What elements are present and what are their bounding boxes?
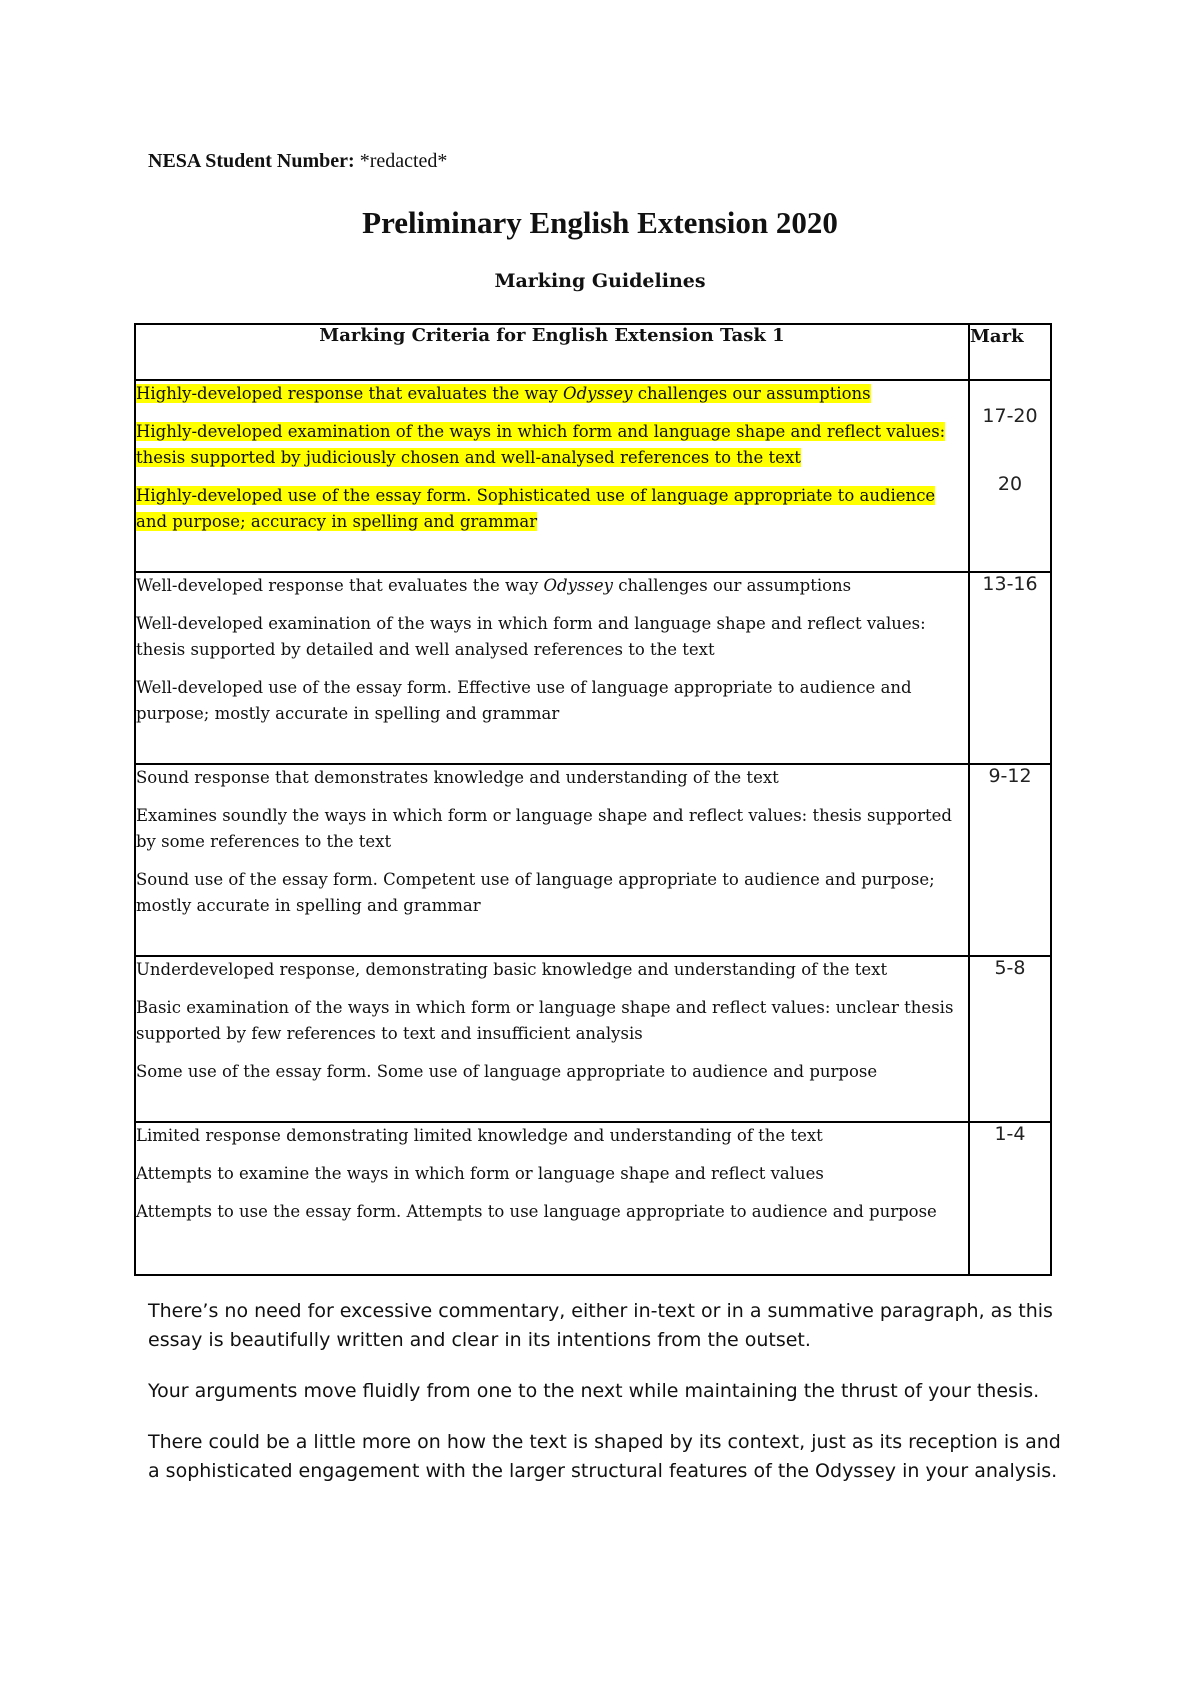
band-mark-cell <box>969 572 1051 764</box>
band-mark-range: 5-8 <box>994 957 1026 979</box>
feedback-paragraph: There could be a little more on how the text is shaped by its context, just as its reception is and a sophisticated engagement with the larger structural features of the Odyssey in your analysis. <box>148 1431 1061 1482</box>
teacher-feedback <box>148 1297 1068 1508</box>
band-mark-range: 17-20 <box>982 405 1038 427</box>
band-mark-cell <box>969 956 1051 1122</box>
band-mark-cell <box>969 764 1051 956</box>
marking-criteria-table <box>134 323 1052 1276</box>
criterion-text: Highly-developed examination of the ways in which form and language shape and reflect values: thesis supported by judiciously chosen and well-analysed references to the text <box>136 422 946 467</box>
criterion-text: Basic examination of the ways in which form or language shape and reflect values: unclear thesis supported by few references to text and insufficient analysis <box>136 998 954 1043</box>
criterion-text: Examines soundly the ways in which form or language shape and reflect values: thesis supported by some references to the text <box>136 806 952 851</box>
criterion-text: Some use of the essay form. Some use of language appropriate to audience and purpose <box>136 1062 878 1081</box>
student-number-line <box>148 150 447 173</box>
band-row <box>135 380 1051 572</box>
band-criteria-cell <box>135 1122 969 1275</box>
document-title: Preliminary English Extension 2020 <box>362 205 838 240</box>
criterion-text: Well-developed use of the essay form. Effective use of language appropriate to audience and purpose; mostly accurate in spelling and grammar <box>136 678 912 723</box>
student-number-label: NESA Student Number: <box>148 150 355 172</box>
criterion-text: Limited response demonstrating limited knowledge and understanding of the text <box>136 1126 823 1145</box>
criterion-text: Highly-developed use of the essay form. Sophisticated use of language appropriate to audience and purpose; accuracy in spelling and grammar <box>136 486 936 531</box>
student-number-value: *redacted* <box>359 150 448 172</box>
criterion-text: Well-developed response that evaluates the way Odyssey challenges our assumptions <box>136 576 852 595</box>
band-row <box>135 1122 1051 1275</box>
criterion-text: Highly-developed response that evaluates the way Odyssey challenges our assumptions <box>136 384 871 403</box>
document-subtitle: Marking Guidelines <box>494 270 706 292</box>
criterion-text: Sound response that demonstrates knowledge and understanding of the text <box>136 768 779 787</box>
mark-column-header: Mark <box>969 324 1051 380</box>
band-criteria-cell <box>135 956 969 1122</box>
band-row <box>135 764 1051 956</box>
criterion-text: Attempts to examine the ways in which form or language shape and reflect values <box>136 1164 824 1183</box>
criterion-text: Well-developed examination of the ways in which form and language shape and reflect values: thesis supported by detailed and well analysed references to the text <box>136 614 926 659</box>
band-criteria-cell <box>135 764 969 956</box>
awarded-mark: 20 <box>997 473 1023 495</box>
criterion-text: Underdeveloped response, demonstrating basic knowledge and understanding of the text <box>136 960 888 979</box>
table-header-row <box>135 324 1051 380</box>
band-mark-cell <box>969 1122 1051 1275</box>
band-mark-range: 9-12 <box>988 765 1032 787</box>
band-mark-range: 1-4 <box>994 1123 1026 1145</box>
band-criteria-cell <box>135 572 969 764</box>
band-mark-range: 13-16 <box>982 573 1038 595</box>
band-mark-cell <box>969 380 1051 572</box>
band-row <box>135 956 1051 1122</box>
criterion-text: Sound use of the essay form. Competent use of language appropriate to audience and purpose; mostly accurate in spelling and grammar <box>136 870 935 915</box>
feedback-paragraph: There’s no need for excessive commentary, either in-text or in a summative paragraph, as this essay is beautifully written and clear in its intentions from the outset. <box>148 1300 1053 1351</box>
band-row <box>135 572 1051 764</box>
criterion-text: Attempts to use the essay form. Attempts to use language appropriate to audience and purpose <box>136 1202 937 1221</box>
band-criteria-cell <box>135 380 969 572</box>
criteria-column-header: Marking Criteria for English Extension Task 1 <box>135 324 969 380</box>
feedback-paragraph: Your arguments move fluidly from one to the next while maintaining the thrust of your thesis. <box>148 1380 1040 1402</box>
